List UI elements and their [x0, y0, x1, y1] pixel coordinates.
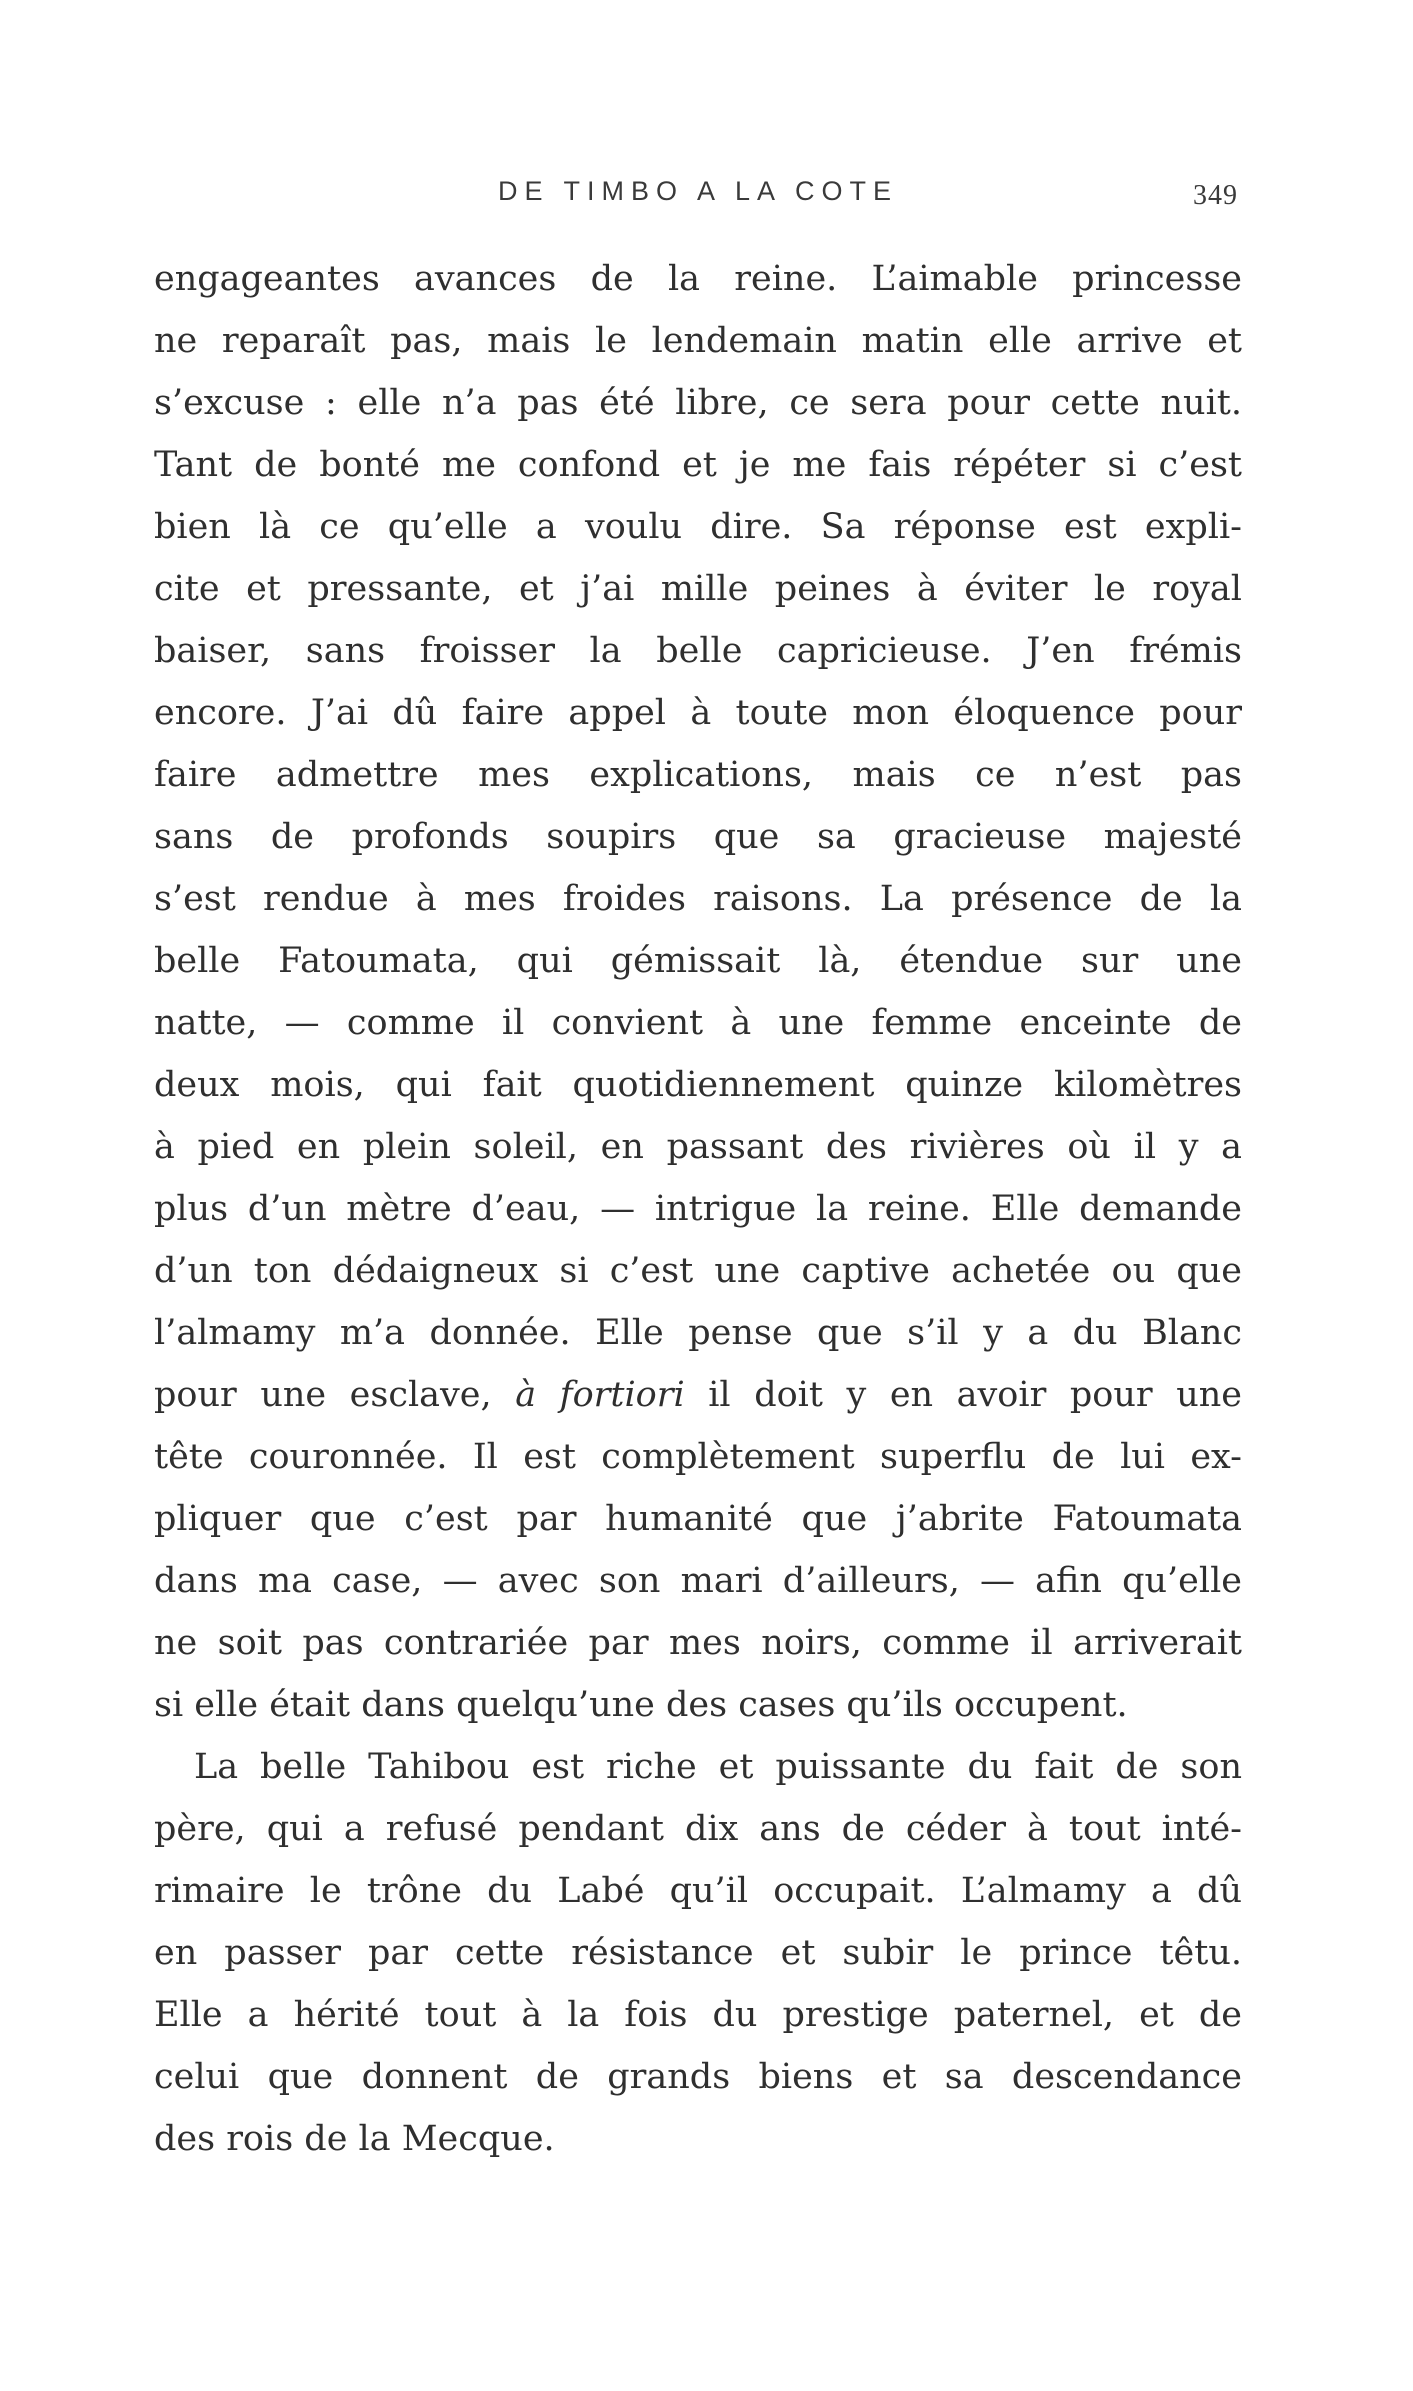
text-line: ne reparaît pas, mais le lendemain matin elle arrive et — [154, 321, 1242, 361]
text-line: deux mois, qui fait quotidiennement quinze kilomètres — [154, 1065, 1242, 1105]
text-line: père, qui a refusé pendant dix ans de céder à tout inté- — [154, 1809, 1242, 1849]
text-line: ne soit pas contrariée par mes noirs, comme il arriverait — [154, 1623, 1242, 1663]
text-line: s’excuse : elle n’a pas été libre, ce sera pour cette nuit. — [154, 383, 1242, 423]
text-segment: il doit y en avoir pour une — [684, 1375, 1242, 1415]
text-line: Tant de bonté me confond et je me fais répéter si c’est — [154, 445, 1242, 485]
text-line: baiser, sans froisser la belle capricieuse. J’en frémis — [154, 631, 1242, 671]
text-line: pliquer que c’est par humanité que j’abrite Fatoumata — [154, 1499, 1242, 1539]
page-number: 349 — [1193, 180, 1238, 211]
text-line: dans ma case, — avec son mari d’ailleurs, — afin qu’elle — [154, 1561, 1242, 1601]
text-line: encore. J’ai dû faire appel à toute mon éloquence pour — [154, 693, 1242, 733]
text-line: celui que donnent de grands biens et sa descendance — [154, 2057, 1242, 2097]
text-line: Elle a hérité tout à la fois du prestige paternel, et de — [154, 1995, 1242, 2035]
italic-phrase: à fortiori — [515, 1375, 685, 1415]
running-title: DE TIMBO A LA COTE — [497, 176, 899, 206]
text-line: plus d’un mètre d’eau, — intrigue la reine. Elle demande — [154, 1189, 1242, 1229]
text-line: d’un ton dédaigneux si c’est une captive achetée ou que — [154, 1251, 1242, 1291]
text-line: sans de profonds soupirs que sa gracieuse majesté — [154, 817, 1242, 857]
text-line-with-italic — [154, 1364, 1242, 1426]
text-line: en passer par cette résistance et subir le prince têtu. — [154, 1933, 1242, 1973]
text-line: l’almamy m’a donnée. Elle pense que s’il y a du Blanc — [154, 1313, 1242, 1353]
text-line: bien là ce qu’elle a voulu dire. Sa réponse est expli- — [154, 507, 1242, 547]
text-line: si elle était dans quelqu’une des cases qu’ils occupent. — [154, 1685, 1128, 1725]
body-text — [154, 248, 1242, 2170]
text-segment: pour une esclave, — [154, 1375, 516, 1415]
text-line: faire admettre mes explications, mais ce n’est pas — [154, 755, 1242, 795]
text-line: des rois de la Mecque. — [154, 2119, 555, 2159]
text-line: cite et pressante, et j’ai mille peines à éviter le royal — [154, 569, 1242, 609]
text-line: engageantes avances de la reine. L’aimable princesse — [154, 259, 1242, 299]
text-line: à pied en plein soleil, en passant des rivières où il y a — [154, 1127, 1242, 1167]
text-line: rimaire le trône du Labé qu’il occupait. L’almamy a dû — [154, 1871, 1242, 1911]
paragraph-first-line: La belle Tahibou est riche et puissante du fait de son — [194, 1747, 1242, 1787]
text-line: belle Fatoumata, qui gémissait là, étendue sur une — [154, 941, 1242, 981]
text-line: tête couronnée. Il est complètement superflu de lui ex- — [154, 1437, 1242, 1477]
running-head — [158, 176, 1238, 216]
text-line: s’est rendue à mes froides raisons. La présence de la — [154, 879, 1242, 919]
text-line: natte, — comme il convient à une femme enceinte de — [154, 1003, 1242, 1043]
